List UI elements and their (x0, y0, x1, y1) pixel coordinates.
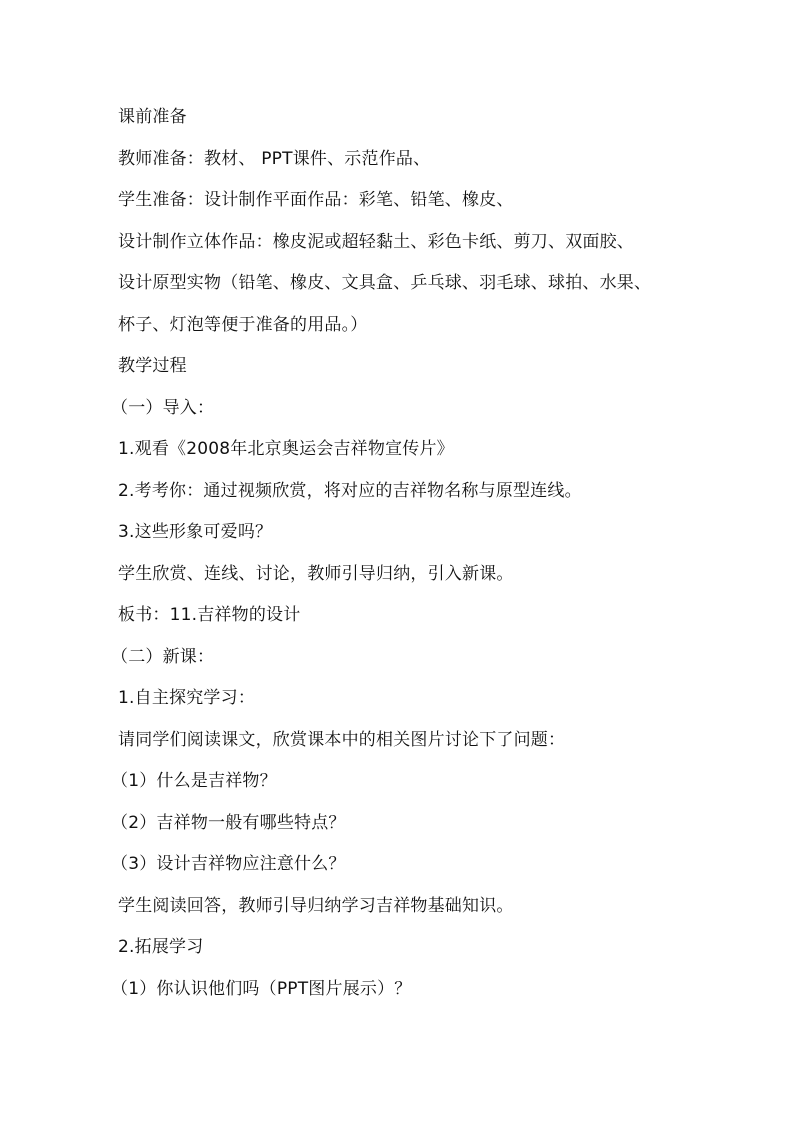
reading-summary-line: 学生阅读回答，教师引导归纳学习吉祥物基础知识。 (118, 895, 514, 916)
student-preparation-line: 学生准备：设计制作平面作品：彩笔、铅笔、橡皮、 (118, 190, 514, 210)
new-lesson-step-1: 1.自主探究学习： (118, 688, 256, 708)
document-body (111, 101, 718, 1014)
3d-work-materials-line: 设计制作立体作品：橡皮泥或超轻黏土、彩色卡纸、剪刀、双面胶、 (118, 231, 634, 252)
new-lesson-step-2: 2.拓展学习 (118, 937, 204, 957)
extension-question-1: （1）你认识他们吗（PPT图片展示）？ (111, 978, 412, 999)
prototype-objects-line-continued: 杯子、灯泡等便于准备的用品。） (118, 314, 368, 335)
section-heading-preparation: 课前准备 (118, 107, 187, 127)
reading-instruction-line: 请同学们阅读课文，欣赏课本中的相关图片讨论下了问题： (118, 729, 566, 750)
subheading-new-lesson: （二）新课： (111, 646, 215, 667)
question-1: （1）什么是吉祥物？ (111, 771, 277, 791)
teacher-preparation-line: 教师准备：教材、 PPT课件、示范作品、 (118, 148, 431, 169)
intro-step-1: 1.观看《2008年北京奥运会吉祥物宣传片》 (118, 439, 454, 459)
question-3: （3）设计吉祥物应注意什么？ (111, 854, 346, 874)
intro-step-2: 2.考考你：通过视频欣赏，将对应的吉祥物名称与原型连线。 (118, 480, 582, 501)
section-heading-teaching-process: 教学过程 (118, 356, 187, 376)
intro-step-3: 3.这些形象可爱吗？ (118, 522, 273, 542)
subheading-introduction: （一）导入： (111, 397, 215, 418)
blackboard-title-line: 板书：11.吉祥物的设计 (118, 605, 301, 625)
question-2: （2）吉祥物一般有哪些特点？ (111, 812, 346, 833)
intro-summary-line: 学生欣赏、连线、讨论，教师引导归纳，引入新课。 (118, 563, 514, 584)
prototype-objects-line: 设计原型实物（铅笔、橡皮、文具盒、乒乓球、羽毛球、球拍、水果、 (118, 273, 652, 293)
